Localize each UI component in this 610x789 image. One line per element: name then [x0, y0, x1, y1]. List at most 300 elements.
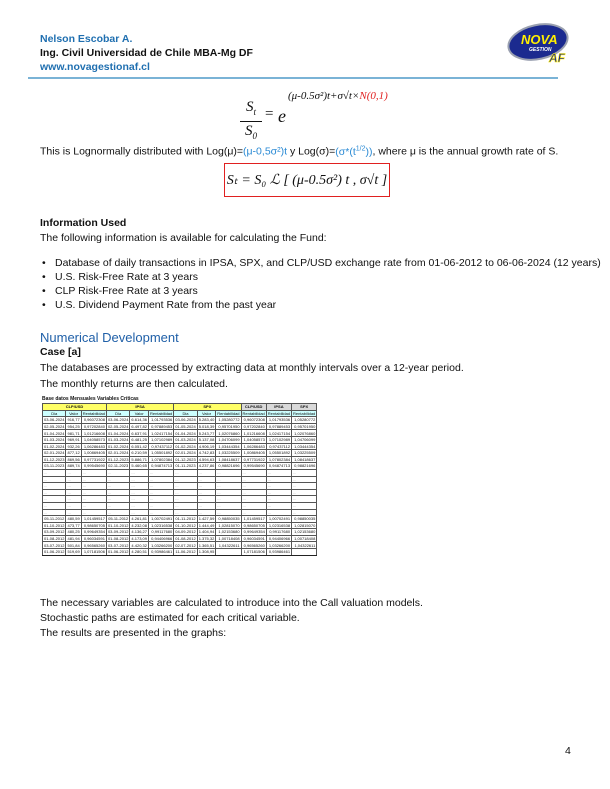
table-cell: 6.481,25 — [131, 437, 147, 443]
monthly-data-table-container — [42, 396, 317, 556]
table-row — [43, 423, 317, 430]
column-header: Rentabilidad — [217, 410, 240, 416]
table-cell: 1,00869405 — [241, 450, 266, 457]
table-cell: ... — [266, 469, 291, 476]
sigma-exponent: 1/2 — [355, 145, 366, 152]
group-header: SPX — [292, 404, 317, 411]
table-cell: ... — [81, 476, 106, 483]
table-cell: 01-12-2023 — [44, 456, 65, 462]
table-cell: 4.280,51 — [131, 549, 147, 555]
table-cell: 1,05501892 — [149, 450, 174, 457]
table-cell: 01-10-2012 — [175, 522, 196, 528]
table-cell: ... — [66, 483, 81, 490]
table-cell: 0,97437112 — [266, 443, 291, 450]
table-cell: 1,08418637 — [292, 456, 317, 463]
table-cell: 02-01-2024 — [175, 450, 196, 456]
table-cell: ... — [292, 483, 317, 490]
table-row — [43, 535, 317, 542]
table-cell: ... — [81, 502, 106, 509]
table-cell: ... — [81, 483, 106, 490]
table-cell: ... — [66, 469, 81, 476]
table-cell: 0,96565260 — [241, 542, 266, 549]
table-cell: ... — [81, 509, 106, 516]
table-cell: 0,94874713 — [149, 463, 174, 470]
exponent-normal-term: N(0,1) — [359, 90, 388, 102]
table-cell: 0,96034591 — [241, 535, 266, 542]
table-cell: 0,94406966 — [149, 535, 174, 542]
table-title: Base datos Mensuales Variables Críticas — [42, 396, 139, 402]
table-row-ellipsis — [43, 489, 317, 496]
table-row — [43, 443, 317, 450]
table-cell: ... — [130, 483, 149, 490]
table-cell: ... — [292, 502, 317, 509]
table-cell: 01-05-2024 — [175, 423, 196, 429]
logo-text-gestion: GESTION — [529, 47, 552, 53]
table-cell: 877,12 — [67, 450, 80, 456]
table-cell: ... — [241, 489, 266, 496]
table-cell: ... — [266, 483, 291, 490]
table-cell: 0,95701950 — [216, 423, 241, 430]
column-header: Rentabilidad — [293, 410, 316, 416]
section-title: Numerical Development — [40, 330, 179, 345]
nova-gestion-logo — [505, 22, 575, 66]
table-cell: ... — [216, 509, 241, 516]
text-segment: y Log(σ)= — [287, 145, 336, 158]
table-row — [43, 463, 317, 470]
table-cell: ... — [81, 469, 106, 476]
table-cell: 6.497,82 — [131, 423, 147, 429]
table-cell: 03-06-2024 — [107, 417, 129, 423]
document-header — [40, 32, 253, 74]
table-cell: 0,95701950 — [292, 423, 317, 430]
table-cell: ... — [292, 476, 317, 483]
sigma-expression — [335, 146, 372, 158]
table-cell: 0,99649354 — [81, 529, 106, 536]
group-header: CLP/USD — [241, 404, 266, 411]
table-cell: ... — [81, 496, 106, 503]
table-cell: 5.243,77 — [198, 430, 215, 436]
table-cell: 932,26 — [67, 443, 80, 449]
closing-line-2: Stochastic paths are estimated for each critical variable. — [40, 612, 300, 624]
table-cell: 01-03-2024 — [44, 437, 65, 443]
page-number: 4 — [565, 745, 571, 757]
table-row-ellipsis — [43, 496, 317, 503]
table-cell: 0,96565260 — [81, 542, 106, 549]
column-header: Rentabilidad — [150, 410, 173, 416]
price-ratio-fraction — [240, 98, 262, 145]
table-cell: 01-02-2024 — [107, 443, 129, 449]
group-header: CLP/USD — [43, 404, 107, 411]
table-cell: 1,06286483 — [81, 443, 106, 450]
table-cell: ... — [66, 476, 81, 483]
column-header: Dia — [174, 410, 197, 417]
author-title: Ing. Civil Universidad de Chile MBA-Mg DF — [40, 47, 253, 59]
table-cell: 1,04322611 — [216, 542, 241, 549]
table-cell: 0,97731922 — [81, 456, 106, 463]
table-cell: 0,97889453 — [149, 423, 174, 430]
table-cell: 1.365,51 — [198, 542, 215, 548]
table-cell: 1,07181506 — [241, 549, 266, 556]
table-cell: ... — [130, 489, 149, 496]
table-cell: ... — [106, 469, 129, 476]
table-cell: ... — [174, 476, 197, 483]
table-cell: 0,98650705 — [241, 522, 266, 529]
table-cell: ... — [130, 509, 149, 516]
table-cell: ... — [292, 489, 317, 496]
table-cell: 1,04706099 — [292, 436, 317, 443]
table-row — [43, 417, 317, 424]
numerator-subscript: t — [253, 107, 256, 117]
table-cell: 4.742,83 — [198, 450, 215, 456]
table-cell: 1,00718408 — [216, 535, 241, 542]
table-cell: 1,07802384 — [149, 456, 174, 463]
table-cell: 01-04-2024 — [107, 430, 129, 436]
table-cell: ... — [43, 509, 66, 516]
table-cell: 1,02815070 — [292, 522, 317, 529]
table-cell: ... — [43, 476, 66, 483]
table-cell: ... — [216, 489, 241, 496]
table-cell: 1,01459517 — [241, 516, 266, 523]
table-row — [43, 522, 317, 529]
table-cell: 4.232,08 — [131, 522, 147, 528]
table-cell: 1.308,95 — [198, 549, 215, 555]
table-cell: 1,02417154 — [266, 430, 291, 437]
table-cell: 0,98821696 — [216, 463, 241, 470]
table-cell: ... — [216, 483, 241, 490]
table-cell: ... — [197, 502, 216, 509]
table-cell: ... — [266, 489, 291, 496]
table-cell: 4.173,09 — [131, 536, 147, 542]
info-intro: The following information is available for calculating the Fund: — [40, 232, 327, 244]
table-cell: ... — [149, 489, 174, 496]
table-cell: 0,96072308 — [241, 417, 266, 424]
table-cell: ... — [149, 469, 174, 476]
table-cell: 01-03-2024 — [107, 437, 129, 443]
table-cell: ... — [174, 483, 197, 490]
table-cell: 4.237,86 — [198, 463, 215, 469]
table-cell: 1.404,94 — [198, 529, 215, 535]
group-header: IPSA — [106, 404, 173, 411]
table-cell: 03-09-2012 — [44, 529, 65, 535]
table-cell: 01-04-2024 — [44, 430, 65, 436]
table-cell: ... — [43, 483, 66, 490]
table-cell: 01-08-2012 — [107, 536, 129, 542]
table-cell: 01-03-2024 — [175, 437, 196, 443]
table-cell: ... — [197, 469, 216, 476]
table-cell: ... — [130, 496, 149, 503]
table-cell: 6.210,59 — [131, 450, 147, 456]
table-cell: 1,06286483 — [241, 443, 266, 450]
equals-sign: = — [265, 106, 274, 122]
table-cell: ... — [130, 502, 149, 509]
logo-text-af: AF — [549, 51, 565, 65]
closing-line-3: The results are presented in the graphs: — [40, 627, 227, 639]
table-cell: 1,02815070 — [216, 522, 241, 529]
closing-line-1: The necessary variables are calculated to introduce into the Call valuation models. — [40, 597, 423, 609]
table-cell: ... — [174, 509, 197, 516]
table-cell: ... — [197, 509, 216, 516]
table-cell: ... — [149, 483, 174, 490]
table-cell: ... — [197, 483, 216, 490]
table-cell: ... — [197, 496, 216, 503]
table-row-ellipsis — [43, 483, 317, 490]
table-cell: 0,93986461 — [266, 549, 291, 556]
table-cell: ... — [81, 489, 106, 496]
table-cell: ... — [241, 502, 266, 509]
website-link[interactable]: www.novagestionaf.cl — [40, 61, 150, 73]
table-cell: ... — [174, 502, 197, 509]
table-cell: 4.420,32 — [131, 542, 147, 548]
table-row-ellipsis — [43, 469, 317, 476]
table-cell: ... — [149, 476, 174, 483]
text-segment: This is Lognormally distributed with Log(μ)= — [40, 145, 244, 158]
table-subheader-row — [43, 410, 317, 417]
table-cell: ... — [241, 483, 266, 490]
table-cell: 01-02-2024 — [44, 443, 65, 449]
table-cell: 481,94 — [67, 536, 80, 542]
table-cell: ... — [292, 509, 317, 516]
text-segment: , where μ is the annual growth rate of S. — [372, 145, 559, 158]
table-row — [43, 450, 317, 457]
table-cell: ... — [266, 496, 291, 503]
table-cell: 02-05-2024 — [44, 423, 65, 429]
table-cell: 03-11-2023 — [44, 463, 65, 469]
table-cell: 03-07-2012 — [107, 542, 129, 548]
column-header: Dia — [106, 410, 129, 417]
column-header: Rentabilidad — [82, 410, 105, 416]
table-cell: 0,98850035 — [292, 516, 317, 523]
table-cell: 969,91 — [67, 437, 80, 443]
table-cell: ... — [43, 469, 66, 476]
numerator: S — [245, 99, 254, 115]
table-cell: 5.137,08 — [198, 437, 215, 443]
table-cell: 6.051,42 — [131, 443, 147, 449]
table-cell: 0,94406966 — [266, 535, 291, 542]
table-cell: 03-09-2012 — [107, 529, 129, 535]
table-cell: ... — [292, 469, 317, 476]
table-cell: ... — [266, 502, 291, 509]
column-header: Valor — [130, 410, 149, 417]
table-cell: ... — [66, 502, 81, 509]
table-cell: ... — [106, 502, 129, 509]
table-cell: 1,00702491 — [149, 516, 174, 523]
table-cell: 1,00702491 — [266, 516, 291, 523]
table-cell: ... — [43, 496, 66, 503]
table-cell: ... — [149, 496, 174, 503]
table-cell: 1,05280772 — [292, 417, 317, 424]
column-header: Rentabilidad — [242, 410, 265, 416]
denominator-subscript: 0 — [252, 131, 257, 141]
table-cell: 4.906,19 — [198, 443, 215, 449]
lognormal-description — [40, 141, 558, 160]
table-row — [43, 542, 317, 549]
table-cell: 473,77 — [67, 522, 80, 528]
table-row — [43, 516, 317, 523]
table-cell: 4.136,27 — [131, 529, 147, 535]
table-cell: 0,98850035 — [216, 516, 241, 523]
table-cell: 1,00718408 — [292, 535, 317, 542]
table-cell: 1,02153680 — [292, 529, 317, 536]
list-item: • Database of daily transactions in IPSA, SPX, and CLP/USD exchange rate from 01-06-2012 to 06-06-2024 (12 years) — [40, 256, 601, 270]
exponent — [288, 90, 388, 102]
table-cell: 05-11-2012 — [108, 516, 129, 522]
table-cell: 6.637,91 — [131, 430, 147, 436]
table-cell: 954,25 — [67, 423, 80, 429]
table-cell: ... — [241, 476, 266, 483]
table-cell: 0,99117680 — [266, 529, 291, 536]
table-cell: 480,59 — [67, 516, 80, 522]
table-cell: 1,03266200 — [149, 542, 174, 549]
table-cell: ... — [66, 496, 81, 503]
table-cell: ... — [149, 502, 174, 509]
table-cell: 1,01459517 — [81, 516, 106, 523]
exponent-drift-term: (μ-0.5σ²)t+σ√t× — [288, 90, 360, 102]
table-cell: 5.460,65 — [131, 463, 147, 469]
table-cell: 01-12-2023 — [175, 456, 196, 462]
table-cell: 01-06-2012 — [107, 549, 129, 555]
table-cell: 1,02316538 — [149, 522, 174, 529]
info-bullet-list — [40, 256, 601, 312]
table-cell: 01-11-2012 — [175, 516, 196, 522]
table-cell: 501,84 — [67, 542, 80, 548]
table-cell: 1,07102989 — [266, 436, 291, 443]
column-header: Dia — [43, 410, 66, 417]
table-cell: 0,96072308 — [81, 417, 106, 424]
table-cell: 1,03444354 — [216, 443, 241, 450]
table-row — [43, 436, 317, 443]
list-item: • U.S. Dividend Payment Rate from the past year — [40, 298, 601, 312]
table-row — [43, 529, 317, 536]
info-heading: Information Used — [40, 217, 127, 229]
table-cell: ... — [106, 483, 129, 490]
table-cell: 1,05280772 — [216, 417, 241, 424]
list-item: • CLP Risk-Free Rate at 3 years — [40, 284, 601, 298]
column-header: Valor — [66, 410, 81, 417]
table-cell: 1,07102989 — [149, 436, 174, 443]
table-cell: 05-11-2012 — [44, 516, 65, 522]
case-heading: Case [a] — [40, 346, 81, 358]
mu-expression: (μ-0,5σ²)t — [243, 145, 288, 158]
column-header: Valor — [197, 410, 216, 417]
table-cell: 01-12-2023 — [107, 456, 129, 462]
table-cell: 916,77 — [67, 417, 80, 423]
table-cell: ... — [197, 489, 216, 496]
table-cell: ... — [216, 476, 241, 483]
table-cell: 11-06-2012 — [175, 549, 196, 555]
header-divider — [28, 77, 558, 79]
table-cell: 1,01793536 — [149, 417, 174, 424]
table-cell: 04-09-2012 — [175, 529, 196, 535]
table-cell: ... — [174, 489, 197, 496]
table-cell: 1,02316538 — [266, 522, 291, 529]
group-header: IPSA — [266, 404, 291, 411]
table-cell: 1.444,49 — [198, 522, 215, 528]
table-cell: 1,03225509 — [216, 450, 241, 457]
table-cell: 1,04058573 — [81, 436, 106, 443]
table-cell: 03-07-2012 — [44, 542, 65, 548]
table-cell: 02-07-2012 — [175, 542, 196, 548]
table-cell: ... — [266, 476, 291, 483]
table-cell: 0,96034591 — [81, 535, 106, 542]
table-cell: 01-10-2012 — [44, 522, 65, 528]
table-cell: 01-04-2024 — [175, 430, 196, 436]
table-cell: 1.375,32 — [198, 536, 215, 542]
table-cell: ... — [266, 509, 291, 516]
table-cell: 1,07181506 — [81, 549, 106, 556]
table-cell: 02-01-2024 — [107, 450, 129, 456]
table-cell: 1,02076860 — [216, 430, 241, 437]
table-cell: 869,56 — [67, 456, 80, 462]
monthly-data-table — [42, 403, 317, 556]
table-cell: ... — [216, 496, 241, 503]
table-cell: ... — [241, 496, 266, 503]
table-cell: ... — [241, 509, 266, 516]
table-cell: 01-08-2012 — [175, 536, 196, 542]
table-cell: ... — [106, 509, 129, 516]
lognormal-price-formula — [240, 88, 440, 143]
author-name: Nelson Escobar A. — [40, 33, 133, 45]
table-cell: 1,04058573 — [241, 436, 266, 443]
column-header: Rentabilidad — [267, 410, 291, 416]
table-cell: ... — [174, 469, 197, 476]
table-cell: 519,69 — [67, 549, 80, 555]
table-cell: ... — [149, 509, 174, 516]
table-cell: ... — [130, 476, 149, 483]
table-cell — [216, 549, 241, 556]
table-cell: 02-05-2024 — [107, 423, 129, 429]
table-cell — [292, 549, 317, 556]
table-cell: 0,99117680 — [149, 529, 174, 536]
table-cell: 480,25 — [67, 529, 80, 535]
table-cell: 0,97202840 — [241, 423, 266, 430]
table-cell: 0,99545690 — [81, 463, 106, 470]
list-item: • U.S. Risk-Free Rate at 3 years — [40, 270, 601, 284]
processing-text: The databases are processed by extracting data at monthly intervals over a 12-year period. — [40, 362, 464, 374]
table-cell: 03-06-2024 — [44, 417, 65, 423]
table-cell: 01-08-2012 — [44, 536, 65, 542]
table-cell: 5.886,71 — [131, 456, 147, 462]
table-cell: 1,01216608 — [81, 430, 106, 437]
table-cell: 0,98821696 — [292, 463, 317, 470]
table-cell: 1,02153680 — [216, 529, 241, 536]
table-cell: 0,97437112 — [149, 443, 174, 450]
table-cell: ... — [216, 469, 241, 476]
table-cell: 0,94874713 — [266, 463, 291, 470]
table-cell: 02-01-2024 — [44, 450, 65, 456]
sigma-base: (σ*(t — [335, 145, 356, 158]
table-cell: ... — [43, 489, 66, 496]
table-cell: ... — [216, 502, 241, 509]
table-cell: 5.018,39 — [198, 423, 215, 429]
table-cell: 1,02076860 — [292, 430, 317, 437]
table-row — [43, 456, 317, 463]
logo-text-nova: NOVA — [521, 32, 558, 47]
table-cell: 0,97202840 — [81, 423, 106, 430]
table-cell: 1,03225509 — [292, 450, 317, 457]
table-cell: 5.283,40 — [198, 417, 215, 423]
table-cell: 6.614,36 — [131, 417, 147, 423]
table-cell: 1.427,59 — [198, 516, 215, 522]
table-cell: ... — [174, 496, 197, 503]
table-cell: 889,74 — [67, 463, 80, 469]
table-cell: 1,05501892 — [266, 450, 291, 457]
table-cell: ... — [106, 476, 129, 483]
table-cell: ... — [292, 496, 317, 503]
table-cell: 4.261,81 — [131, 516, 147, 522]
table-cell: 0,97731922 — [241, 456, 266, 463]
table-cell: 0,99649354 — [241, 529, 266, 536]
table-group-header-row — [43, 404, 317, 411]
